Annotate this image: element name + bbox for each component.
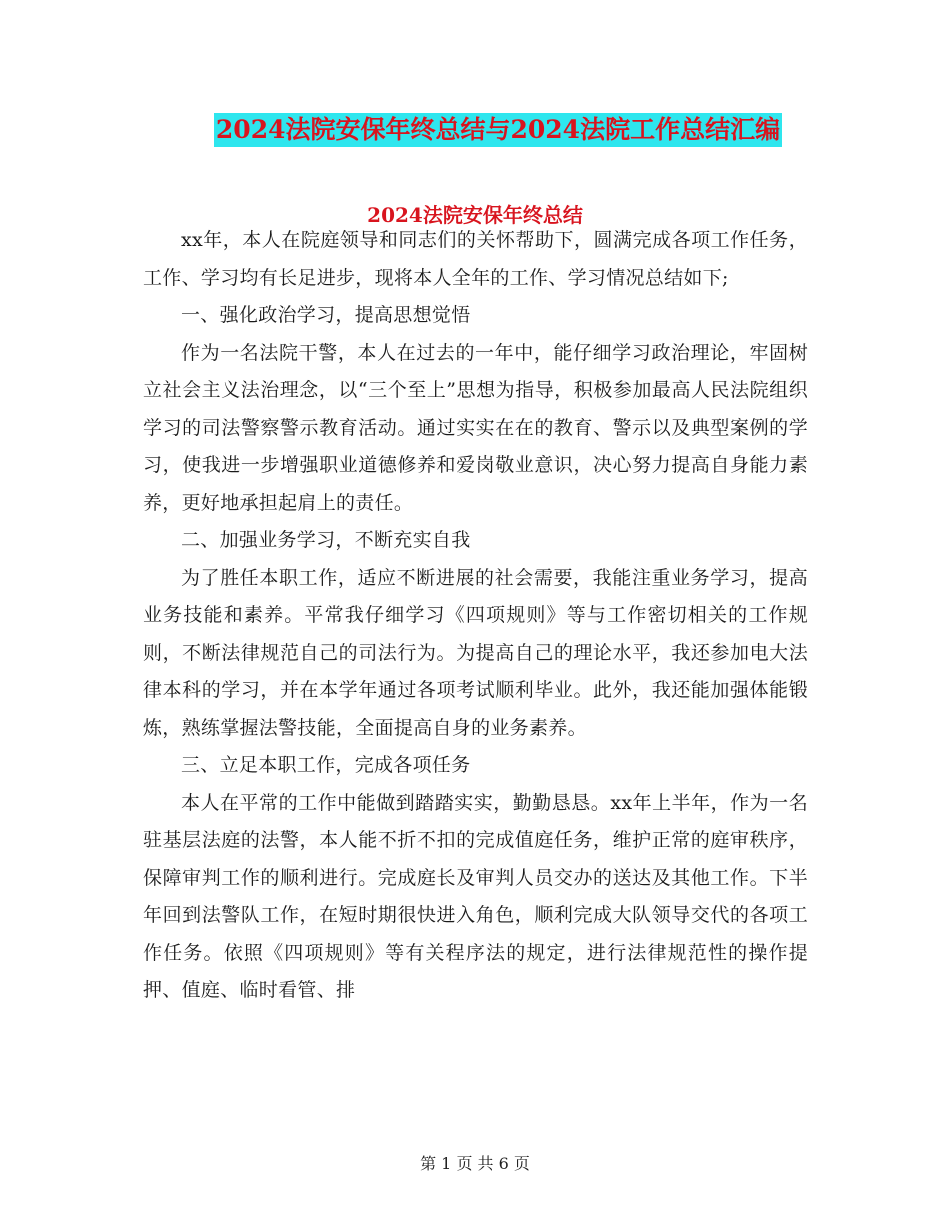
paragraph-political-study: 作为一名法院干警，本人在过去的一年中，能仔细学习政治理论，牢固树立社会主义法治理念，以“三个至上”思想为指导，积极参加最高人民法院组织学习的司法警察警示教育活动。通过实实在在的教育、警示以及典型案例的学习，使我进一步增强职业道德修养和爱岗敬业意识，决心努力提高自身能力素养，更好地承担起肩上的责任。 — [143, 341, 808, 514]
heading-one: 一、强化政治学习，提高思想觉悟 — [181, 304, 471, 326]
paragraph-duties: 本人在平常的工作中能做到踏踏实实，勤勤恳恳。xx年上半年，作为一名驻基层法庭的法警，本人能不折不扣的完成值庭任务，维护正常的庭审秩序，保障审判工作的顺利进行。完成庭长及审判人员交办的送达及其他工作。下半年回到法警队工作，在短时期很快进入角色，顺利完成大队领导交代的各项工作任务。依照《四项规则》等有关程序法的规定，进行法律规范性的操作提押、值庭、临时看管、排 — [143, 791, 808, 1001]
section-title: 2024法院安保年终总结 — [367, 203, 583, 227]
paragraph-business-study: 为了胜任本职工作，适应不断进展的社会需要，我能注重业务学习，提高业务技能和素养。平常我仔细学习《四项规则》等与工作密切相关的工作规则，不断法律规范自己的司法行为。为提高自己的理论水平，我还参加电大法律本科的学习，并在本学年通过各项考试顺利毕业。此外，我还能加强体能锻炼，熟练掌握法警技能，全面提高自身的业务素养。 — [143, 566, 808, 739]
document-title-container — [0, 113, 950, 147]
document-title: 2024法院安保年终总结与2024法院工作总结汇编 — [214, 113, 782, 147]
heading-two: 二、加强业务学习，不断充实自我 — [181, 529, 471, 551]
page-footer: 第 1 页 共 6 页 — [420, 1154, 530, 1173]
heading-three: 三、立足本职工作，完成各项任务 — [181, 754, 471, 776]
paragraph-intro: xx年，本人在院庭领导和同志们的关怀帮助下，圆满完成各项工作任务，工作、学习均有长足进步，现将本人全年的工作、学习情况总结如下; — [143, 229, 808, 289]
document-body — [143, 222, 808, 1010]
